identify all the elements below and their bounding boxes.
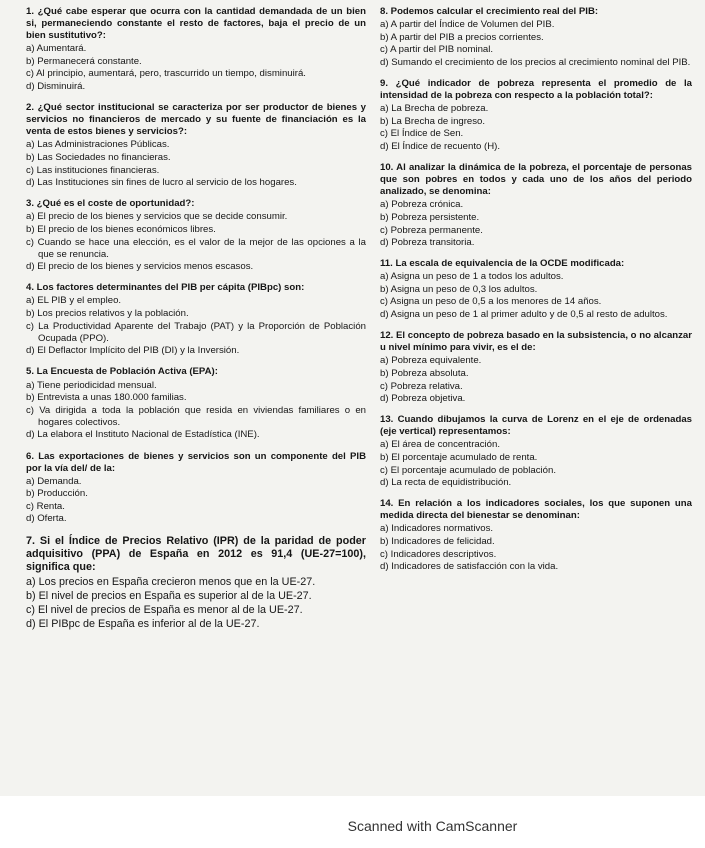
answer-option: d) El Deflactor Implícito del PIB (DI) y la Inversión. <box>26 345 240 357</box>
question-text: 2. ¿Qué sector institucional se caracteriza por ser productor de bienes y servicios no financieros de mercado y su fuente de financiación es la venta de estos bienes y servicios?: <box>26 102 366 138</box>
answer-option: b) Asigna un peso de 0,3 los adultos. <box>380 283 538 295</box>
scanner-watermark: Scanned with CamScanner <box>347 818 518 834</box>
question-block <box>380 498 692 573</box>
answer-option: a) Indicadores normativos. <box>380 523 494 535</box>
answer-option: d) El PIBpc de España es inferior al de la UE-27. <box>26 617 260 630</box>
answer-option: d) Indicadores de satisfacción con la vida. <box>380 561 559 573</box>
answer-option: c) Asigna un peso de 0,5 a los menores de 14 años. <box>380 296 602 308</box>
answer-option: d) La recta de equidistribución. <box>380 477 512 489</box>
answer-option: b) Permanecerá constante. <box>26 55 142 67</box>
answer-option: d) El precio de los bienes y servicios menos escasos. <box>26 261 254 273</box>
answer-option: a) Asigna un peso de 1 a todos los adultos. <box>380 271 564 283</box>
answer-option: b) La Brecha de ingreso. <box>380 115 486 127</box>
answer-option: d) Sumando el crecimiento de los precios al crecimiento nominal del PIB. <box>380 56 691 68</box>
answer-option: a) El área de concentración. <box>380 439 500 451</box>
answer-option: a) Pobreza equivalente. <box>380 355 482 367</box>
answer-option: b) El nivel de precios en España es superior al de la UE-27. <box>26 589 312 602</box>
answer-option: c) La Productividad Aparente del Trabajo (PAT) y la Proporción de Población Ocupada (PPO). <box>26 320 366 344</box>
answer-option: d) El Índice de recuento (H). <box>380 140 500 152</box>
answer-option: b) Pobreza persistente. <box>380 211 480 223</box>
answer-option: b) El porcentaje acumulado de renta. <box>380 452 538 463</box>
answer-option: c) Cuando se hace una elección, es el valor de la mejor de las opciones a la que se renuncia. <box>26 236 366 260</box>
question-text: 7. Si el Índice de Precios Relativo (IPR) de la paridad de poder adquisitivo (PPA) de España en 2012 es 91,4 (UE-27=100), significa que: <box>26 534 366 574</box>
answer-option: c) Las instituciones financieras. <box>26 164 160 176</box>
answer-option: a) La Brecha de pobreza. <box>380 103 489 115</box>
left-column <box>26 6 366 640</box>
answer-option: c) El Índice de Sen. <box>380 128 464 140</box>
answer-option: a) EL PIB y el empleo. <box>26 295 122 307</box>
question-block <box>380 258 692 321</box>
answer-option: c) Va dirigida a toda la población que resida en viviendas familiares o en hogares colectivos. <box>26 404 366 428</box>
answer-option: b) Entrevista a unas 180.000 familias. <box>26 392 187 404</box>
answer-option: a) Pobreza crónica. <box>380 199 464 211</box>
question-text: 14. En relación a los indicadores sociales, los que suponen una medida directa del bienestar se denominan: <box>380 498 692 522</box>
question-block <box>380 330 692 405</box>
answer-option: a) Demanda. <box>26 475 82 487</box>
question-block <box>26 366 366 441</box>
question-block <box>380 162 692 249</box>
answer-option: a) El precio de los bienes y servicios que se decide consumir. <box>26 211 288 223</box>
answer-option: d) Disminuirá. <box>26 81 86 93</box>
question-text: 8. Podemos calcular el crecimiento real del PIB: <box>380 6 599 17</box>
question-text: 13. Cuando dibujamos la curva de Lorenz en el eje de ordenadas (eje vertical) representamos: <box>380 414 692 438</box>
question-text: 9. ¿Qué indicador de pobreza representa el promedio de la intensidad de la pobreza con respecto a la población total?: <box>380 77 692 102</box>
answer-option: b) Los precios relativos y la población. <box>26 308 189 320</box>
answer-option: a) A partir del Índice de Volumen del PIB. <box>380 19 555 31</box>
answer-option: d) Asigna un peso de 1 al primer adulto y de 0,5 al resto de adultos. <box>380 309 668 321</box>
answer-option: d) Las Instituciones sin fines de lucro al servicio de los hogares. <box>26 177 297 189</box>
answer-option: c) A partir del PIB nominal. <box>380 44 494 56</box>
answer-option: a) Las Administraciones Públicas. <box>26 139 170 151</box>
answer-option: b) Producción. <box>26 488 88 500</box>
answer-option: c) Indicadores descriptivos. <box>380 548 497 560</box>
question-block <box>26 198 366 273</box>
question-block <box>26 282 366 357</box>
answer-option: c) El nivel de precios de España es menor al de la UE-27. <box>26 603 303 616</box>
question-block <box>380 78 692 153</box>
question-block <box>26 451 366 526</box>
question-text: 4. Los factores determinantes del PIB per cápita (PIBpc) son: <box>26 282 305 294</box>
answer-option: b) Pobreza absoluta. <box>380 367 469 379</box>
right-column <box>380 6 692 582</box>
answer-option: b) A partir del PIB a precios corrientes. <box>380 31 544 43</box>
question-text: 5. La Encuesta de Población Activa (EPA): <box>26 366 218 378</box>
question-block <box>26 102 366 189</box>
answer-option: d) Oferta. <box>26 513 67 525</box>
answer-option: a) Aumentará. <box>26 43 87 55</box>
question-block <box>26 6 366 93</box>
answer-option: c) Renta. <box>26 500 65 512</box>
question-text: 12. El concepto de pobreza basado en la subsistencia, o no alcanzar u nivel mínimo para vivir, es el de: <box>380 330 692 354</box>
question-block <box>380 6 692 69</box>
answer-option: c) Pobreza relativa. <box>380 380 463 392</box>
answer-option: c) Al principio, aumentará, pero, trascurrido un tiempo, disminuirá. <box>26 68 306 80</box>
answer-option: b) Indicadores de felicidad. <box>380 536 495 548</box>
answer-option: a) Los precios en España crecieron menos que en la UE-27. <box>26 575 316 588</box>
question-text: 10. Al analizar la dinámica de la pobreza, el porcentaje de personas que son pobres en todos y cada uno de los años del periodo analizado, se denomina: <box>380 162 692 198</box>
answer-option: d) Pobreza objetiva. <box>380 393 466 405</box>
answer-option: c) Pobreza permanente. <box>380 224 483 236</box>
answer-option: c) El porcentaje acumulado de población. <box>380 464 556 476</box>
answer-option: a) Tiene periodicidad mensual. <box>26 379 157 391</box>
question-text: 1. ¿Qué cabe esperar que ocurra con la cantidad demandada de un bien si, permaneciendo constante el resto de factores, baja el precio de un bien sustitutivo?: <box>26 6 366 42</box>
answer-option: d) La elabora el Instituto Nacional de Estadística (INE). <box>26 429 260 441</box>
answer-option: d) Pobreza transitoria. <box>380 237 475 249</box>
answer-option: b) Las Sociedades no financieras. <box>26 152 171 164</box>
question-text: 3. ¿Qué es el coste de oportunidad?: <box>26 198 195 210</box>
question-text: 11. La escala de equivalencia de la OCDE modificada: <box>380 258 625 270</box>
question-block <box>26 535 366 631</box>
answer-option: b) El precio de los bienes económicos libres. <box>26 224 216 235</box>
question-block <box>380 414 692 489</box>
question-text: 6. Las exportaciones de bienes y servicios son un componente del PIB por la vía del/ de la: <box>26 450 366 474</box>
